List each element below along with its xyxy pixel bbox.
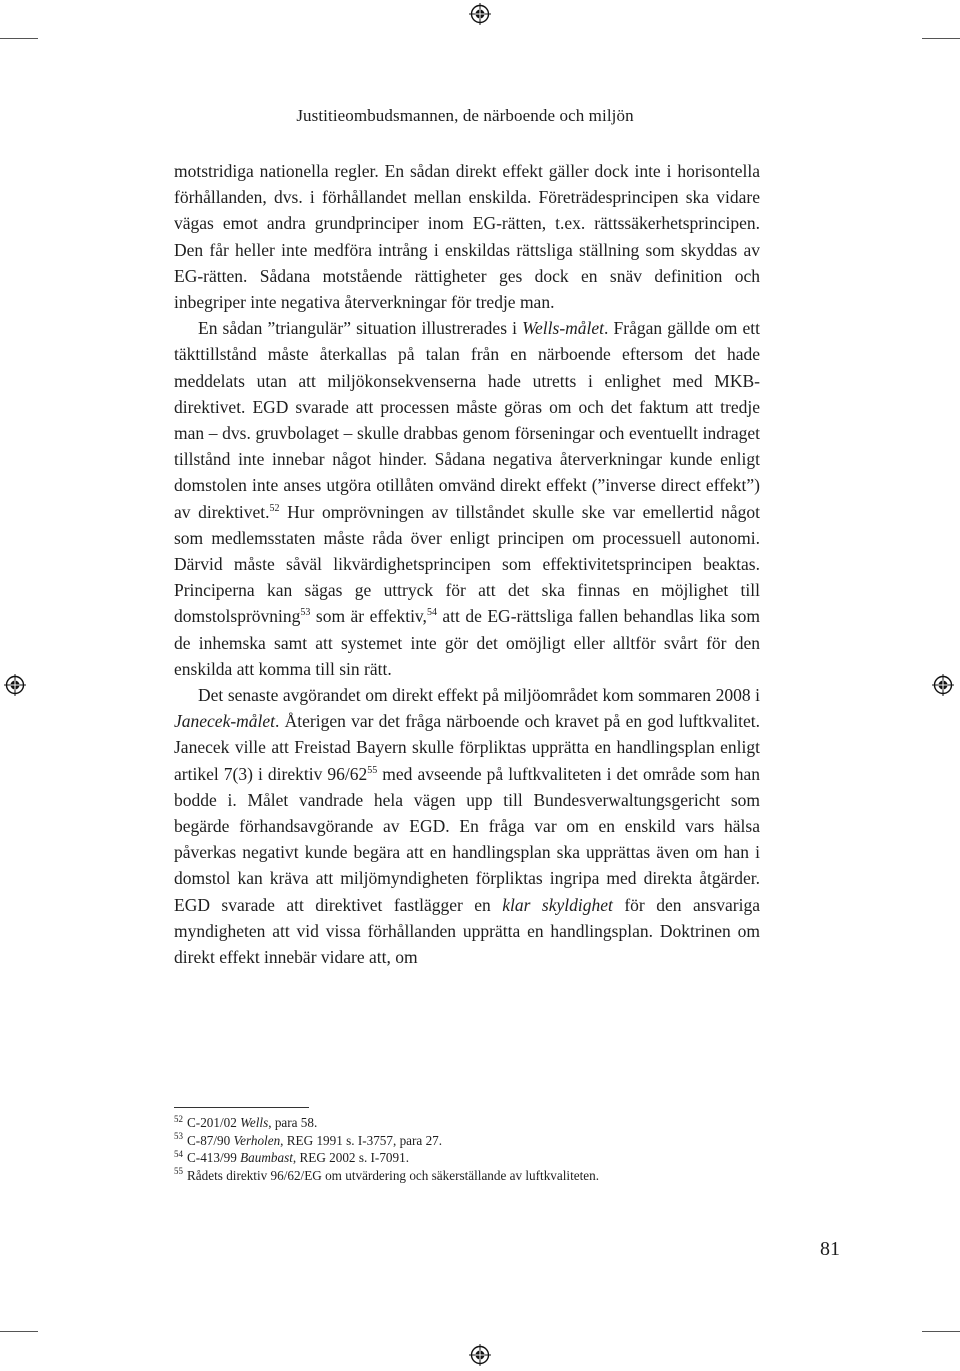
footnotes: [174, 1114, 760, 1184]
text-run: , REG 2002 s. I-7091.: [292, 1150, 409, 1165]
footnote-number: 53: [174, 1131, 183, 1142]
text-run: En sådan ”triangulär” situation illustrerades i: [198, 318, 523, 339]
crop-line-bottom-left: [0, 1331, 38, 1332]
text-run: Rådets direktiv 96/62/EG om utvärdering och säkerställande av luftkvaliteten.: [187, 1167, 599, 1183]
text-run: med avseende på luftkvaliteten i det område som han bodde i. Målet vandrade hela vägen upp till Bundesverwaltungsgericht som begärde förhandsavgörande av EGD. En fråga var om en enskild vars hälsa påverkas negativt kunde begära att en handlingsplan ska upprättas även om han i domstol kan kräva att miljömyndigheten förpliktas ingripa med direkta åtgärder. EGD svarade att direktivet fastlägger en: [174, 763, 761, 915]
registration-mark-left-icon: [4, 674, 26, 696]
text-run: Det senaste avgörandet om direkt effekt på miljöområdet kom sommaren 2008 i: [198, 685, 760, 706]
footnote: [174, 1149, 760, 1167]
footnote-reference: 55: [367, 764, 378, 776]
footnote: [174, 1132, 760, 1150]
text-run: C-87/90: [187, 1132, 234, 1148]
registration-mark-right-icon: [932, 674, 954, 696]
paragraph: [174, 682, 760, 970]
registration-mark-top-icon: [469, 3, 491, 25]
footnote-reference: 53: [300, 607, 311, 619]
body-text: [174, 158, 760, 970]
text-run: C-201/02: [187, 1115, 241, 1130]
text-run: som är effektiv,: [310, 606, 427, 627]
text-run: för den ansvariga myndigheten att vid vissa förhållanden upprätta en handlingsplan. Doktrinen om direkt effekt innebär vidare att, om: [174, 894, 760, 968]
italic-text: Wells: [240, 1115, 269, 1130]
footnote-number: 55: [174, 1166, 183, 1177]
text-run: C-413/99: [187, 1150, 241, 1165]
text-run: att de EG-rättsliga fallen behandlas lika som de inhemska samt att systemet inte gör det omöjligt eller alltför svårt för den enskilda att komma till sin rätt.: [174, 606, 761, 679]
crop-line-bottom-right: [922, 1331, 960, 1332]
footnote-divider: [174, 1107, 309, 1108]
paragraph: [174, 158, 760, 315]
text-run: , REG 1991 s. I-3757, para 27.: [280, 1132, 443, 1148]
italic-text: Janecek-målet: [174, 711, 276, 732]
text-run: . Frågan gällde om ett täkttillstånd måste återkallas på talan från en närboende eftersom det hade meddelats utan att miljökonsekvenserna hade utretts i enlighet med MKB-direktivet. EGD svarade att processen måste göras om och det faktum att tredje man – dvs. gruvbolaget – skulle drabbas genom förseningar och eventuellt indraget tillstånd inte innebar något hinder. Sådana negativa återverkningar kunde enligt domstolen inte anses utgöra otillåten omvänd direkt effekt (”inverse direct effekt”) av direktivet.: [174, 318, 760, 522]
crop-line-top-left: [0, 38, 38, 39]
footnote: [174, 1167, 760, 1185]
paragraph: [174, 315, 760, 682]
italic-text: Wells-målet: [522, 318, 605, 339]
page-number: 81: [820, 1238, 840, 1260]
text-run: , para 58.: [268, 1115, 318, 1130]
crop-line-top-right: [922, 38, 960, 39]
footnote-reference: 54: [426, 607, 437, 619]
text-run: Hur omprövningen av tillståndet skulle ske var emellertid något som medlemsstaten måste råda över enligt principen om processuell autonomi. Därvid måste såväl likvärdighetsprincipen som effektivitetsprincipen beaktas. Principerna kan sägas ge uttryck för att det ska finnas en möjlighet till domstolsprövning: [174, 501, 760, 627]
footnote-number: 52: [174, 1113, 183, 1124]
italic-text: Verholen: [233, 1132, 281, 1148]
text-run: motstridiga nationella regler. En sådan direkt effekt gäller dock inte i horisontella förhållanden, dvs. i förhållandet mellan enskilda. Företrädesprincipen ska vidare vägas emot andra grundprinciper inom EG-rätten, t.ex. rättssäkerhetsprincipen. Den får heller inte medföra intrång i enskildas rättsliga ställning som skyddas av EG-rätten. Sådana motstående rättigheter ges dock en snäv definition och inbegriper inte negativa återverkningar för tredje man.: [174, 161, 760, 313]
footnote: [174, 1114, 760, 1132]
text-run: . Återigen var det fråga närboende och kravet på en god luftkvalitet. Janecek ville att Freistad Bayern skulle förpliktas upprätta en handlingsplan enligt artikel 7(3) i direktiv 96/62: [174, 711, 760, 784]
running-head: Justitieombudsmannen, de närboende och miljön: [296, 106, 634, 125]
registration-mark-bottom-icon: [469, 1344, 491, 1366]
italic-text: klar skyldighet: [502, 894, 613, 915]
italic-text: Baumbast: [240, 1150, 293, 1165]
footnote-reference: 52: [269, 502, 280, 514]
footnote-number: 54: [174, 1148, 183, 1159]
